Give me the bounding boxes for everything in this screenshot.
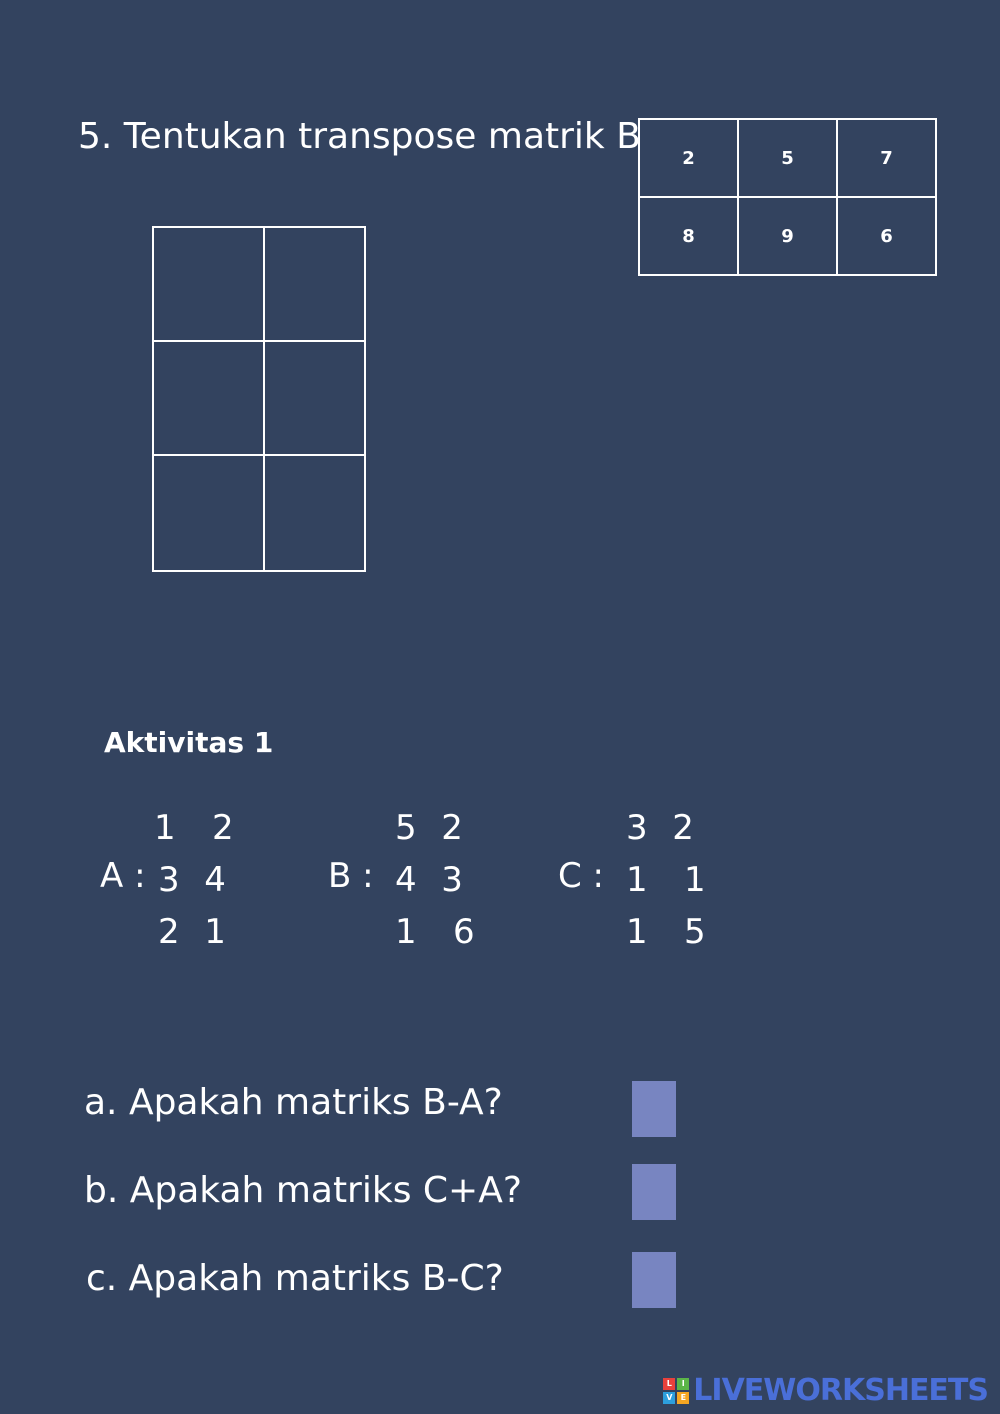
question-b: b. Apakah matriks C+A? — [84, 1170, 522, 1211]
matrix-b-cell: 7 — [837, 119, 936, 197]
matrix-b-cell: 9 — [738, 197, 837, 275]
matrix-a-label: A : — [100, 856, 146, 896]
question-a: a. Apakah matriks B-A? — [84, 1082, 503, 1123]
transpose-answer-cell[interactable] — [265, 456, 364, 570]
matrix-a-row: 1 2 — [154, 808, 235, 848]
matrix-b-row — [639, 119, 936, 197]
matrix-a-row: 3 4 — [158, 860, 227, 900]
transpose-answer-cell[interactable] — [265, 228, 364, 342]
activity-title: Aktivitas 1 — [104, 726, 274, 759]
logo-icon — [663, 1378, 689, 1404]
transpose-answer-grid — [152, 226, 366, 572]
logo-square: V — [663, 1392, 675, 1404]
question-5-title: 5. Tentukan transpose matrik B — [78, 116, 641, 157]
matrix-b-row-text: 5 2 — [395, 808, 464, 848]
matrix-c-label: C : — [558, 856, 605, 896]
matrix-b-label: B : — [328, 856, 374, 896]
transpose-answer-cell[interactable] — [154, 456, 265, 570]
transpose-answer-cell[interactable] — [154, 228, 265, 342]
matrix-c-row: 1 5 — [626, 912, 707, 952]
question-c: c. Apakah matriks B-C? — [86, 1258, 504, 1299]
transpose-answer-cell[interactable] — [265, 342, 364, 456]
liveworksheets-logo — [663, 1373, 988, 1408]
logo-square: I — [677, 1378, 689, 1390]
matrix-c-row: 3 2 — [626, 808, 695, 848]
answer-c-box[interactable] — [632, 1252, 676, 1308]
matrix-b-cell: 5 — [738, 119, 837, 197]
answer-a-box[interactable] — [632, 1081, 676, 1137]
matrix-b-row — [639, 197, 936, 275]
matrix-b-cell: 2 — [639, 119, 738, 197]
logo-text: LIVEWORKSHEETS — [693, 1373, 988, 1408]
matrix-c-row: 1 1 — [626, 860, 707, 900]
matrix-b-row-text: 1 6 — [395, 912, 476, 952]
matrix-a-row: 2 1 — [158, 912, 227, 952]
matrix-b-cell: 6 — [837, 197, 936, 275]
answer-b-box[interactable] — [632, 1164, 676, 1220]
matrix-b-cell: 8 — [639, 197, 738, 275]
matrix-b-row-text: 4 3 — [395, 860, 464, 900]
logo-square: E — [677, 1392, 689, 1404]
matrix-b-table — [638, 118, 937, 276]
logo-square: L — [663, 1378, 675, 1390]
transpose-answer-cell[interactable] — [154, 342, 265, 456]
